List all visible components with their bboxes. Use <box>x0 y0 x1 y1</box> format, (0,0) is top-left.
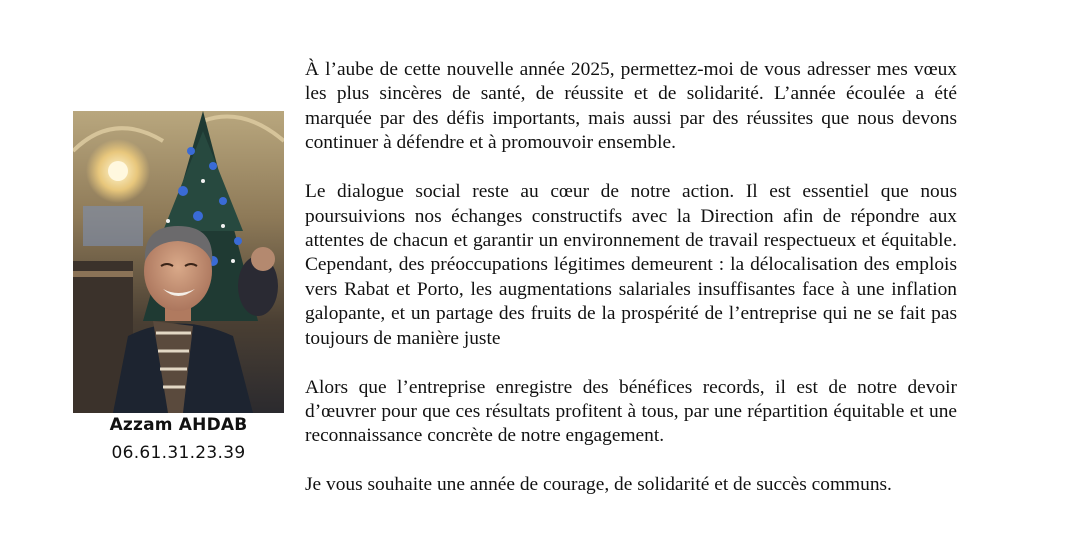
portrait-photo <box>73 111 284 413</box>
portrait-photo-graphic <box>73 111 284 413</box>
letter-paragraph: Je vous souhaite une année de courage, de solidarité et de succès communs. <box>305 474 892 496</box>
letter-paragraph: Alors que l’entreprise enregistre des bénéfices records, il est de notre devoir d’œuvrer pour que ces résultats profitent à tous, par une répartition équitable et une reconnaissance concrète de notre engagement. <box>305 376 957 447</box>
letter-body <box>305 58 957 522</box>
person-name: Azzam AHDAB <box>109 415 248 435</box>
letter-paragraph: À l’aube de cette nouvelle année 2025, permettez-moi de vous adresser mes vœux les plus sincères de santé, de réussite et de solidarité. L’année écoulée a été marquée par des défis importants, mais aussi par des réussites que nous devons continuer à défendre et à promouvoir ensemble. <box>305 59 957 154</box>
person-phone: 06.61.31.23.39 <box>111 443 246 463</box>
letter-paragraph: Le dialogue social reste au cœur de notre action. Il est essentiel que nous poursuivions nos échanges constructifs avec la Direction afin de répondre aux attentes de chacun et garantir un environnement de travail respectueux et équitable. Cependant, des préoccupations légitimes demeurent : la délocalisation des emplois vers Rabat et Porto, les augmentations salariales insuffisantes face à une inflation galopante, et un partage des fruits de la prospérité de l’entreprise qui ne se fait pas toujours de manière juste <box>305 181 957 349</box>
